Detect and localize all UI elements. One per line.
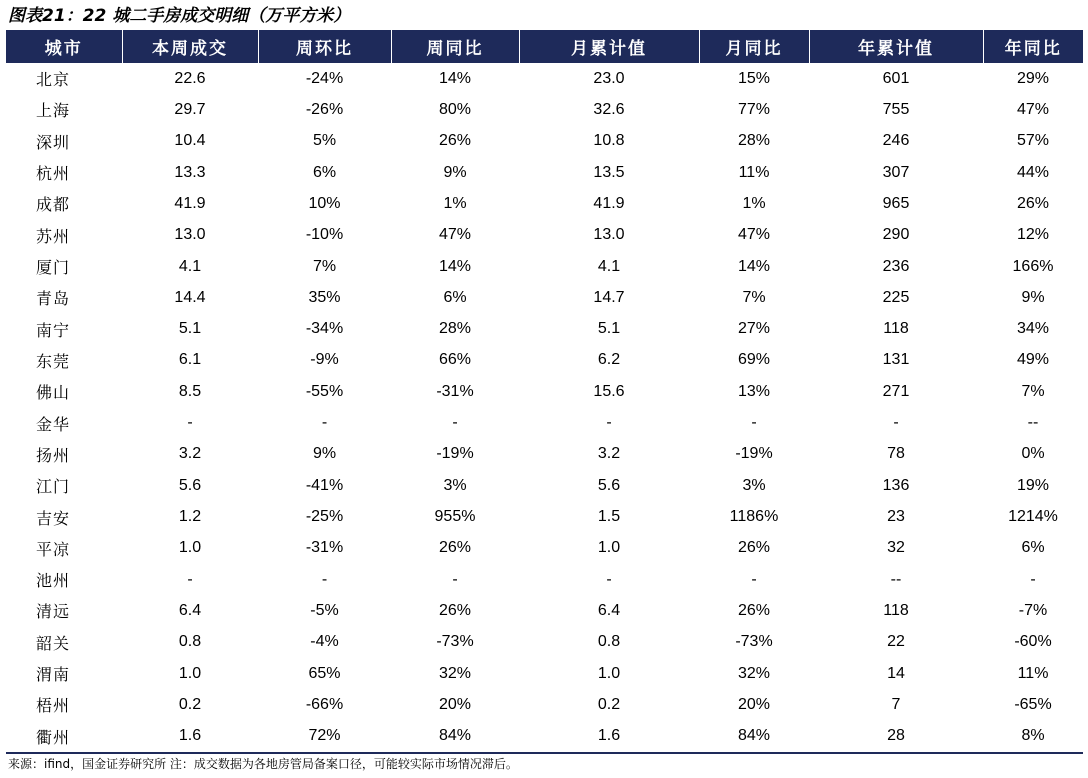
chart-title: 图表21：22 城二手房成交明细（万平方米） (8, 6, 351, 26)
cell-month-cumulative: 3.2 (597, 445, 621, 463)
cell-year-year-on-year: 57% (1016, 132, 1050, 150)
cell-month-cumulative: 15.6 (593, 382, 625, 400)
cell-week-year-on-year: 84% (391, 721, 519, 753)
cell-weekly-volume: 22.6 (174, 69, 206, 87)
cell-city: 韶关 (36, 633, 71, 653)
cell-weekly-volume: 6.4 (178, 601, 202, 619)
cell-week-on-week: - (321, 570, 328, 588)
cell-year-cumulative: -- (890, 570, 902, 588)
cell-week-on-week: - (321, 414, 328, 432)
cell-month-year-on-year: 69% (737, 351, 771, 369)
cell-week-on-week: 65% (308, 664, 341, 682)
cell-week-year-on-year: 14% (438, 69, 472, 87)
header-month-year-on-year: 月同比 (699, 30, 809, 63)
cell-week-on-week: 6% (312, 163, 337, 181)
cell-year-cumulative: 118 (883, 601, 909, 619)
cell-weekly-volume: 5.1 (178, 320, 202, 338)
cell-month-year-on-year: 84% (699, 721, 809, 753)
table-row (6, 314, 1083, 345)
cell-week-on-week: -55% (305, 382, 344, 400)
cell-week-on-week: 9% (312, 445, 337, 463)
cell-week-on-week: -25% (305, 508, 344, 526)
cell-week-year-on-year: 1% (443, 194, 467, 212)
cell-city: 池州 (36, 571, 71, 591)
cell-year-year-on-year: 11% (1017, 664, 1049, 682)
cell-week-year-on-year: 14% (438, 257, 472, 275)
cell-year-year-on-year: 9% (1021, 288, 1045, 306)
cell-week-on-week: -41% (305, 476, 344, 494)
header-weekly-volume: 本周成交 (122, 30, 258, 63)
cell-week-on-week: 35% (308, 288, 341, 306)
cell-city: 吉安 (36, 508, 71, 528)
cell-week-year-on-year: 32% (438, 664, 472, 682)
cell-city: 平凉 (36, 539, 71, 559)
cell-year-cumulative: 965 (882, 194, 910, 212)
cell-week-on-week: -9% (310, 351, 339, 369)
cell-year-year-on-year: 34% (1016, 320, 1050, 338)
cell-weekly-volume: 1.2 (178, 508, 202, 526)
cell-month-cumulative: 23.0 (593, 69, 625, 87)
cell-week-on-week: -34% (305, 320, 344, 338)
cell-city: 东莞 (36, 351, 71, 371)
cell-year-cumulative: 136 (882, 476, 910, 494)
cell-week-on-week: 10% (308, 194, 341, 212)
cell-month-cumulative: 1.6 (519, 721, 699, 753)
cell-month-year-on-year: - (751, 414, 757, 432)
cell-city: 衢州 (6, 721, 122, 753)
cell-city: 苏州 (36, 226, 71, 246)
cell-week-on-week: 5% (312, 132, 337, 150)
cell-year-year-on-year: - (1030, 570, 1036, 588)
cell-week-year-on-year: 26% (438, 539, 472, 557)
cell-city: 渭南 (36, 665, 71, 685)
cell-month-cumulative: - (606, 414, 612, 432)
cell-year-cumulative: 755 (882, 100, 910, 118)
cell-year-year-on-year: -7% (1018, 601, 1048, 619)
cell-month-cumulative: 4.1 (597, 257, 621, 275)
table-row (6, 188, 1083, 219)
cell-month-year-on-year: 27% (737, 320, 771, 338)
cell-week-year-on-year: 28% (438, 320, 472, 338)
cell-weekly-volume: 4.1 (178, 257, 202, 275)
table-row (6, 282, 1083, 313)
cell-year-cumulative: 7 (891, 695, 901, 713)
cell-month-cumulative: 5.6 (597, 476, 621, 494)
cell-week-on-week: -10% (305, 226, 344, 244)
cell-weekly-volume: 13.3 (174, 163, 206, 181)
cell-city: 深圳 (36, 132, 71, 152)
table-row (6, 533, 1083, 564)
cell-week-on-week: 7% (312, 257, 337, 275)
cell-weekly-volume: 13.0 (174, 226, 206, 244)
cell-city: 南宁 (36, 320, 71, 340)
cell-week-year-on-year: 6% (443, 288, 467, 306)
cell-year-cumulative: 236 (882, 257, 910, 275)
cell-week-year-on-year: 955% (434, 508, 476, 526)
table-row (6, 689, 1083, 720)
cell-week-on-week: -31% (305, 539, 344, 557)
cell-month-cumulative: 32.6 (593, 100, 625, 118)
cell-week-year-on-year: 20% (438, 695, 472, 713)
cell-year-year-on-year: -60% (1014, 633, 1052, 651)
table-row (6, 627, 1083, 658)
cell-month-year-on-year: 15% (737, 69, 771, 87)
cell-week-on-week: 72% (258, 721, 391, 753)
cell-weekly-volume: 1.0 (178, 664, 202, 682)
cell-week-on-week: -26% (305, 100, 344, 118)
cell-month-year-on-year: 13% (737, 382, 771, 400)
cell-weekly-volume: 0.8 (178, 633, 202, 651)
cell-month-cumulative: 0.2 (597, 695, 621, 713)
cell-week-year-on-year: 26% (438, 132, 472, 150)
cell-month-year-on-year: 7% (742, 288, 766, 306)
table-row (6, 220, 1083, 251)
cell-city: 佛山 (36, 383, 71, 403)
cell-month-cumulative: 41.9 (593, 194, 625, 212)
table-row (6, 251, 1083, 282)
cell-month-year-on-year: -19% (735, 445, 773, 463)
cell-month-year-on-year: -73% (735, 633, 773, 651)
table-row (6, 63, 1083, 94)
cell-month-year-on-year: 1186% (729, 508, 779, 526)
cell-week-year-on-year: - (452, 414, 458, 432)
cell-year-cumulative: 28 (809, 721, 983, 753)
cell-weekly-volume: - (187, 570, 193, 588)
table-row (6, 658, 1083, 689)
cell-year-cumulative: 32 (887, 539, 905, 557)
cell-month-year-on-year: 11% (738, 163, 770, 181)
cell-city: 青岛 (36, 289, 71, 309)
cell-month-year-on-year: 14% (737, 257, 771, 275)
cell-city: 梧州 (36, 696, 71, 716)
cell-year-year-on-year: 49% (1016, 351, 1050, 369)
cell-city: 清远 (36, 602, 71, 622)
header-week-year-on-year: 周同比 (391, 30, 519, 63)
table-row (6, 595, 1083, 626)
cell-month-year-on-year: 3% (742, 476, 766, 494)
cell-year-year-on-year: 1214% (1008, 508, 1058, 526)
table-row (6, 564, 1083, 595)
cell-year-cumulative: 22 (887, 633, 905, 651)
cell-month-cumulative: 14.7 (593, 288, 625, 306)
source-note: 来源：ifind，国金证券研究所 注：成交数据为各地房管局备案口径，可能较实际市场情况滞后。 (8, 757, 518, 771)
cell-month-year-on-year: 26% (737, 539, 771, 557)
cell-weekly-volume: 1.6 (122, 721, 258, 753)
cell-year-year-on-year: 44% (1016, 163, 1050, 181)
header-year-year-on-year: 年同比 (983, 30, 1083, 63)
cell-month-year-on-year: - (751, 570, 757, 588)
cell-month-year-on-year: 47% (737, 226, 771, 244)
cell-year-year-on-year: 26% (1016, 194, 1050, 212)
cell-year-cumulative: 246 (882, 132, 910, 150)
cell-weekly-volume: 8.5 (178, 382, 202, 400)
cell-month-year-on-year: 32% (737, 664, 771, 682)
cell-month-cumulative: - (606, 570, 612, 588)
cell-year-year-on-year: 6% (1021, 539, 1045, 557)
cell-month-cumulative: 6.4 (597, 601, 621, 619)
cell-weekly-volume: 5.6 (178, 476, 202, 494)
cell-week-on-week: -24% (305, 69, 344, 87)
table-row (6, 439, 1083, 470)
cell-city: 厦门 (36, 258, 71, 278)
header-month-cumulative: 月累计值 (519, 30, 699, 63)
cell-weekly-volume: 10.4 (174, 132, 206, 150)
cell-month-cumulative: 5.1 (597, 320, 621, 338)
cell-week-year-on-year: -19% (436, 445, 474, 463)
table-row (6, 501, 1083, 532)
cell-month-cumulative: 1.5 (597, 508, 621, 526)
cell-week-year-on-year: 66% (438, 351, 472, 369)
cell-month-year-on-year: 77% (737, 100, 771, 118)
cell-month-year-on-year: 28% (737, 132, 771, 150)
cell-month-cumulative: 6.2 (597, 351, 621, 369)
cell-week-year-on-year: 80% (438, 100, 472, 118)
cell-year-cumulative: 118 (883, 320, 909, 338)
cell-year-cumulative: 23 (887, 508, 905, 526)
cell-weekly-volume: 3.2 (178, 445, 202, 463)
cell-city: 江门 (36, 477, 71, 497)
cell-year-cumulative: 307 (882, 163, 910, 181)
cell-week-year-on-year: 26% (438, 601, 472, 619)
cell-city: 金华 (36, 414, 71, 434)
cell-month-cumulative: 13.0 (593, 226, 625, 244)
cell-month-cumulative: 1.0 (597, 664, 621, 682)
cell-month-cumulative: 0.8 (597, 633, 621, 651)
cell-year-year-on-year: 8% (983, 721, 1083, 753)
cell-year-year-on-year: -- (1027, 414, 1039, 432)
cell-year-year-on-year: 7% (1021, 382, 1045, 400)
cell-year-year-on-year: 19% (1016, 476, 1050, 494)
cell-weekly-volume: 6.1 (178, 351, 202, 369)
cell-week-year-on-year: 9% (443, 163, 467, 181)
table-body (6, 63, 1083, 753)
cell-year-cumulative: 131 (882, 351, 910, 369)
cell-year-year-on-year: -65% (1014, 695, 1052, 713)
cell-month-year-on-year: 1% (742, 194, 766, 212)
table-row (6, 721, 1083, 753)
cell-week-on-week: -5% (310, 601, 339, 619)
city-transactions-table (6, 30, 1083, 754)
cell-city: 上海 (36, 101, 71, 121)
cell-weekly-volume: 29.7 (174, 100, 206, 118)
cell-month-cumulative: 10.8 (593, 132, 625, 150)
cell-year-year-on-year: 29% (1016, 69, 1050, 87)
cell-year-year-on-year: 0% (1021, 445, 1045, 463)
header-city: 城市 (6, 30, 122, 63)
table-row (6, 407, 1083, 438)
cell-week-year-on-year: -73% (436, 633, 474, 651)
table-row (6, 94, 1083, 125)
cell-year-year-on-year: 166% (1012, 257, 1054, 275)
cell-year-cumulative: 78 (887, 445, 905, 463)
cell-city: 扬州 (36, 445, 71, 465)
cell-month-cumulative: 1.0 (597, 539, 621, 557)
header-week-on-week: 周环比 (258, 30, 391, 63)
table-row (6, 126, 1083, 157)
cell-year-cumulative: 601 (882, 69, 910, 87)
cell-month-year-on-year: 26% (737, 601, 771, 619)
cell-weekly-volume: 41.9 (174, 194, 206, 212)
cell-city: 北京 (36, 70, 71, 90)
header-year-cumulative: 年累计值 (809, 30, 983, 63)
cell-weekly-volume: 0.2 (178, 695, 202, 713)
table-row (6, 470, 1083, 501)
cell-year-year-on-year: 12% (1016, 226, 1050, 244)
cell-week-year-on-year: 3% (443, 476, 467, 494)
table-header-row (6, 30, 1083, 63)
cell-year-cumulative: 225 (882, 288, 910, 306)
cell-year-cumulative: - (893, 414, 899, 432)
cell-city: 成都 (36, 195, 71, 215)
table-row (6, 376, 1083, 407)
cell-weekly-volume: 14.4 (174, 288, 206, 306)
cell-week-year-on-year: -31% (436, 382, 474, 400)
cell-year-cumulative: 271 (882, 382, 910, 400)
cell-week-on-week: -66% (305, 695, 344, 713)
cell-week-year-on-year: - (452, 570, 458, 588)
cell-week-on-week: -4% (310, 633, 339, 651)
cell-weekly-volume: - (187, 414, 193, 432)
cell-year-cumulative: 14 (887, 664, 905, 682)
cell-year-year-on-year: 47% (1016, 100, 1050, 118)
cell-city: 杭州 (36, 164, 71, 184)
cell-month-year-on-year: 20% (737, 695, 771, 713)
table-row (6, 345, 1083, 376)
cell-week-year-on-year: 47% (438, 226, 472, 244)
cell-year-cumulative: 290 (882, 226, 910, 244)
table-row (6, 157, 1083, 188)
cell-weekly-volume: 1.0 (178, 539, 202, 557)
cell-month-cumulative: 13.5 (593, 163, 625, 181)
